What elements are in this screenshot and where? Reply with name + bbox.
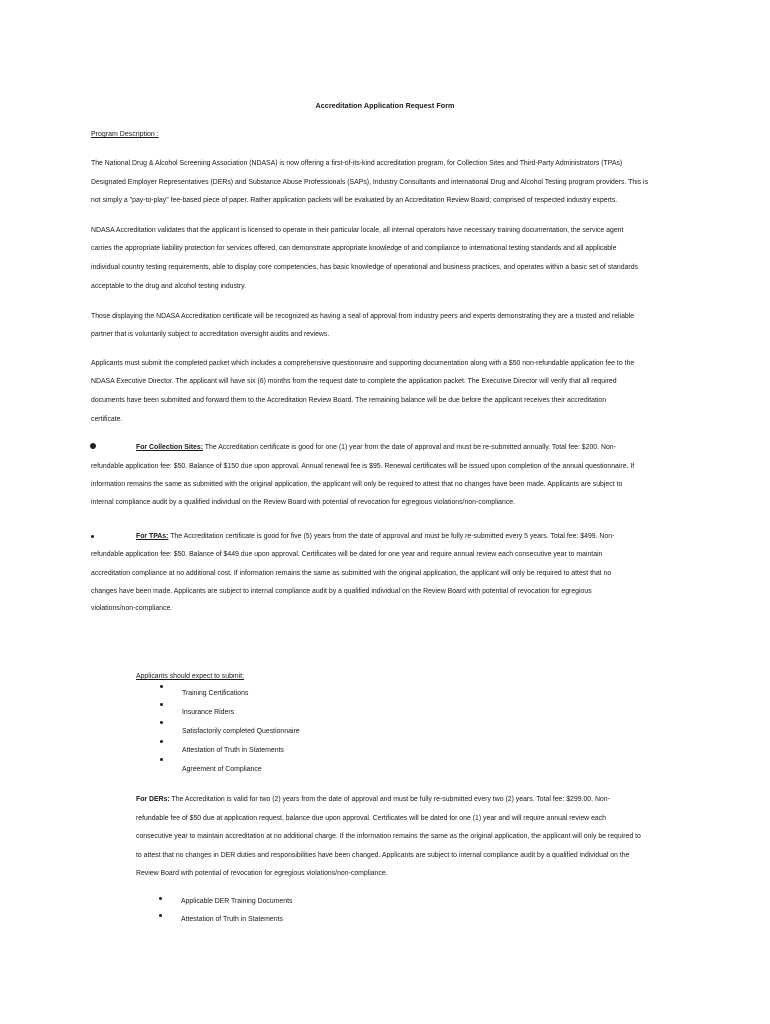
ders-line — [136, 795, 610, 805]
page-title: Accreditation Application Request Form — [315, 101, 455, 110]
paragraph-line: Designated Employer Representatives (DERs) and Substance Abuse Professionals (SAPs), Industry Consultants and international Drug and Alcohol Testing program providers. This is — [91, 179, 649, 186]
bullet-icon — [91, 535, 94, 538]
paragraph-line: violations/non-compliance. — [91, 605, 173, 612]
bullet-icon — [160, 740, 163, 743]
paragraph-line: partner that is voluntarily subject to accreditation oversight audits and reviews. — [91, 331, 330, 338]
paragraph-line: individual country testing requirements, able to display core competencies, has basic knowledge of operational and business practices, and operates within a basic set of standards — [91, 264, 638, 271]
paragraph-line: acceptable to the drug and alcohol testing industry. — [91, 283, 247, 290]
bullet-icon — [159, 897, 162, 900]
tpas-line — [136, 532, 614, 542]
collection-sites-text: The Accreditation certificate is good for one (1) year from the date of approval and must be re-submitted annually. Total fee: $200. Non- — [203, 444, 616, 451]
paragraph-line: documents have been submitted and forward them to the Accreditation Review Board. The remaining balance will be due before the applicant receives their accreditation — [91, 397, 607, 404]
bullet-icon — [90, 443, 96, 449]
list-item: Satisfactorily completed Questionnaire — [182, 728, 300, 735]
paragraph-line: NDASA Accreditation validates that the applicant is licensed to operate in their particular locale, all internal operators have necessary training documentation, the service agent — [91, 227, 624, 234]
bullet-icon — [160, 721, 163, 724]
ders-label: For DERs: — [136, 796, 170, 803]
bullet-icon — [159, 914, 162, 917]
paragraph-line: certificate. — [91, 416, 123, 423]
bullet-icon — [160, 703, 163, 706]
paragraph-line: The National Drug & Alcohol Screening Association (NDASA) is now offering a first-of-its-kind accreditation program, for Collection Sites and Third-Party Administrators (TPAs) — [91, 160, 623, 167]
paragraph-line: consecutive year to maintain accreditation at no additional charge. If the information remains the same as the original application, the applicant will only be required to — [136, 833, 641, 840]
paragraph-line: carries the appropriate liability protection for services offered, can demonstrate appropriate knowledge of and compliance to international testing standards and all applicable — [91, 245, 617, 252]
paragraph-line: internal compliance audit by a qualified individual on the Review Board with potential of revocation for egregious violations/non-compliance. — [91, 499, 516, 506]
ders-text: The Accreditation is valid for two (2) years from the date of approval and must be fully re-submitted every two (2) years. Total fee: $299.00. Non- — [169, 796, 610, 803]
paragraph-line: refundable fee of $50 due at application request, balance due upon approval. Certificates will be dated for one (1) year and will require annual review each — [136, 815, 607, 822]
bullet-icon — [160, 758, 163, 761]
list-item: Attestation of Truth in Statements — [181, 916, 283, 923]
list-item: Agreement of Compliance — [182, 766, 262, 773]
bullet-icon — [160, 685, 163, 688]
paragraph-line: accreditation compliance at no additional cost. If information remains the same as submitted with the original application, the applicant will only be required to attest that no — [91, 570, 612, 577]
expect-label: Applicants should expect to submit: — [136, 673, 245, 680]
tpas-label: For TPAs: — [136, 533, 169, 540]
paragraph-line: to attest that no changes in DER duties and responsibilities have been changed. Applicants are subject to internal compliance audit by a qualified individual on the — [136, 852, 630, 859]
collection-sites-label: For Collection Sites: — [136, 444, 203, 451]
paragraph-line: Review Board with potential of revocation for egregious violations/non-compliance. — [136, 870, 388, 877]
program-description-label: Program Description : — [91, 131, 159, 138]
list-item: Insurance Riders — [182, 709, 235, 716]
paragraph-line: not simply a "pay-to-play" fee-based piece of paper. Rather application packets will be evaluated by an Accreditation Review Board; comprised of respected industry experts. — [91, 197, 618, 204]
paragraph-line: changes have been made. Applicants are subject to internal compliance audit by a qualified individual on the Review Board with potential of revocation for egregious — [91, 588, 592, 595]
paragraph-line: NDASA Executive Director. The applicant will have six (6) months from the request date to complete the application packet. The Executive Director will verify that all required — [91, 378, 617, 385]
list-item: Attestation of Truth in Statements — [182, 747, 284, 754]
paragraph-line: Applicants must submit the completed packet which includes a comprehensive questionnaire and supporting documentation along with a $50 non-refundable application fee to the — [91, 360, 635, 367]
list-item: Training Certifications — [182, 690, 249, 697]
paragraph-line: Those displaying the NDASA Accreditation certificate will be recognized as having a seal of approval from industry peers and experts demonstrating they are a trusted and reliable — [91, 313, 635, 320]
paragraph-line: information remains the same as submitted with the original application, the applicant will only be required to attest that no changes have been made. Applicants are subject to — [91, 481, 623, 488]
collection-sites-line — [136, 443, 616, 453]
list-item: Applicable DER Training Documents — [181, 898, 293, 905]
paragraph-line: refundable application fee: $50. Balance of $449 due upon approval. Certificates will be dated for one year and require annual review each consecutive year to maintain — [91, 551, 603, 558]
tpas-text: The Accreditation certificate is good for five (5) years from the date of approval and must be fully re-submitted every 5 years. Total fee: $499. Non- — [168, 533, 615, 540]
paragraph-line: refundable application fee: $50. Balance of $150 due upon approval. Annual renewal fee is $95. Renewal certificates will be issued upon completion of the annual questionnaire. If — [91, 463, 635, 470]
